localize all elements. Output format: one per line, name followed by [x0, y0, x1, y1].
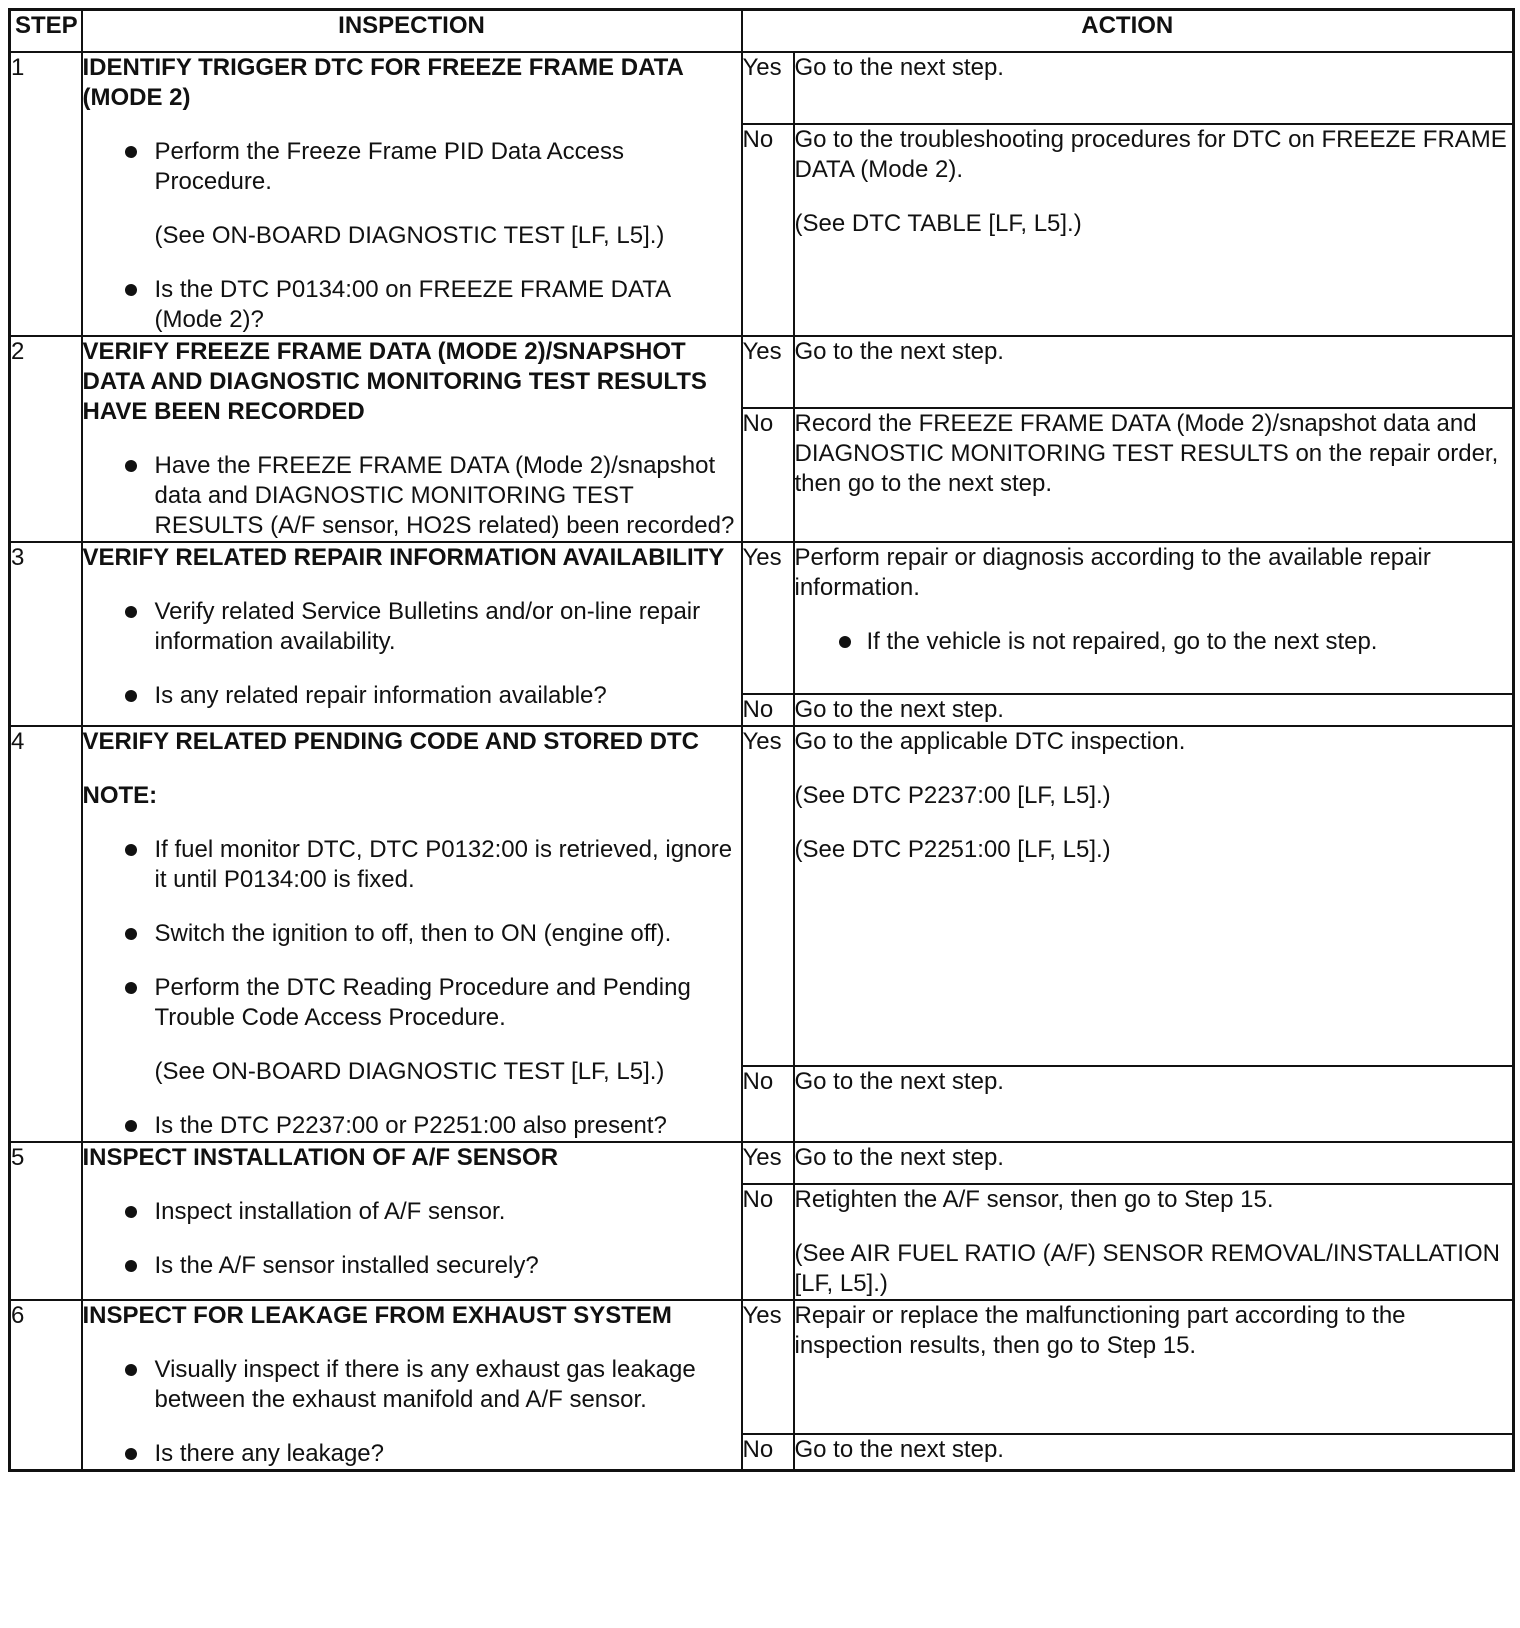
- step-title: VERIFY RELATED REPAIR INFORMATION AVAILABILITY: [82, 544, 725, 571]
- action-text: Perform repair or diagnosis according to the available repair information.: [794, 544, 1431, 601]
- action-text: Go to the next step.: [794, 1144, 1004, 1171]
- action-bullet: If the vehicle is not repaired, go to the next step.: [795, 627, 1513, 657]
- table-row-step-5-yes: [10, 1142, 1514, 1184]
- inspection-cell: [82, 52, 742, 336]
- action-text: Go to the next step.: [794, 1436, 1004, 1463]
- table-row-step-2-yes: [10, 336, 1514, 408]
- step-number: 2: [10, 336, 82, 542]
- table-row-step-3-yes: [10, 542, 1514, 694]
- inspection-bullet: Verify related Service Bulletins and/or on-line repair information availability.: [83, 597, 741, 657]
- step-number: 6: [10, 1300, 82, 1471]
- inspection-bullet: Is the DTC P0134:00 on FREEZE FRAME DATA (Mode 2)?: [83, 275, 741, 335]
- inspection-bullet: If fuel monitor DTC, DTC P0132:00 is retrieved, ignore it until P0134:00 is fixed.: [83, 835, 741, 895]
- step-title: IDENTIFY TRIGGER DTC FOR FREEZE FRAME DATA (MODE 2): [82, 54, 683, 111]
- inspection-bullet: Visually inspect if there is any exhaust gas leakage between the exhaust manifold and A/F sensor.: [83, 1355, 741, 1415]
- no-label: No: [742, 1434, 794, 1471]
- inspection-bullet: Is the A/F sensor installed securely?: [83, 1251, 741, 1281]
- inspection-cell: [82, 1300, 742, 1471]
- yes-label: Yes: [742, 336, 794, 408]
- no-action: [794, 1066, 1514, 1142]
- step-number: 4: [10, 726, 82, 1142]
- action-text: Go to the next step.: [794, 696, 1004, 723]
- yes-label: Yes: [742, 52, 794, 124]
- yes-label: Yes: [742, 1142, 794, 1184]
- diagnostic-table: [8, 8, 1515, 1472]
- step-number: 3: [10, 542, 82, 726]
- inspection-cell: [82, 336, 742, 542]
- step-title: VERIFY FREEZE FRAME DATA (MODE 2)/SNAPSHOT DATA AND DIAGNOSTIC MONITORING TEST RESULTS HAVE BEEN RECORDED: [82, 338, 707, 425]
- inspection-reference: (See ON-BOARD DIAGNOSTIC TEST [LF, L5].): [154, 1058, 665, 1085]
- inspection-bullet: Perform the DTC Reading Procedure and Pending Trouble Code Access Procedure.: [83, 973, 741, 1033]
- yes-action: [794, 1142, 1514, 1184]
- inspection-bullet: Is the DTC P2237:00 or P2251:00 also present?: [83, 1111, 741, 1141]
- no-action: [794, 124, 1514, 336]
- step-number: 5: [10, 1142, 82, 1300]
- no-label: No: [742, 1066, 794, 1142]
- table-row-step-4-yes: [10, 726, 1514, 1066]
- no-action: [794, 408, 1514, 542]
- no-action: [794, 694, 1514, 726]
- yes-label: Yes: [742, 1300, 794, 1434]
- action-reference: (See DTC TABLE [LF, L5].): [794, 210, 1082, 237]
- note-label: NOTE:: [82, 782, 158, 809]
- no-label: No: [742, 408, 794, 542]
- inspection-bullet: Inspect installation of A/F sensor.: [83, 1197, 741, 1227]
- yes-action: [794, 542, 1514, 694]
- step-title: INSPECT FOR LEAKAGE FROM EXHAUST SYSTEM: [82, 1302, 672, 1329]
- inspection-cell: [82, 542, 742, 726]
- inspection-bullet: Have the FREEZE FRAME DATA (Mode 2)/snapshot data and DIAGNOSTIC MONITORING TEST RESULTS (A/F sensor, HO2S related) been recorded?: [83, 451, 741, 541]
- step-title: INSPECT INSTALLATION OF A/F SENSOR: [82, 1144, 559, 1171]
- step-number: 1: [10, 52, 82, 336]
- action-text: Go to the next step.: [794, 338, 1004, 365]
- no-action: [794, 1184, 1514, 1300]
- action-text: Repair or replace the malfunctioning part according to the inspection results, then go to Step 15.: [794, 1302, 1406, 1359]
- action-text: Record the FREEZE FRAME DATA (Mode 2)/snapshot data and DIAGNOSTIC MONITORING TEST RESULTS on the repair order, then go to the next step.: [794, 410, 1499, 497]
- header-inspection: INSPECTION: [82, 10, 742, 53]
- inspection-bullet: Switch the ignition to off, then to ON (engine off).: [83, 919, 741, 949]
- table-row-step-1-yes: [10, 52, 1514, 124]
- table-header-row: [10, 10, 1514, 53]
- no-label: No: [742, 694, 794, 726]
- diagnostic-procedure-page: [8, 8, 1512, 1472]
- action-reference: (See DTC P2237:00 [LF, L5].): [794, 782, 1111, 809]
- yes-label: Yes: [742, 726, 794, 1066]
- action-text: Go to the troubleshooting procedures for DTC on FREEZE FRAME DATA (Mode 2).: [794, 126, 1507, 183]
- header-step: STEP: [10, 10, 82, 53]
- action-text: Go to the next step.: [794, 1068, 1004, 1095]
- action-text: Retighten the A/F sensor, then go to Step 15.: [794, 1186, 1274, 1213]
- header-action: ACTION: [742, 10, 1514, 53]
- inspection-cell: [82, 1142, 742, 1300]
- inspection-cell: [82, 726, 742, 1142]
- action-text: Go to the applicable DTC inspection.: [794, 728, 1186, 755]
- yes-action: [794, 336, 1514, 408]
- inspection-bullet: Is there any leakage?: [83, 1439, 741, 1469]
- no-label: No: [742, 1184, 794, 1300]
- inspection-bullet: Is any related repair information available?: [83, 681, 741, 711]
- yes-action: [794, 726, 1514, 1066]
- inspection-bullet: Perform the Freeze Frame PID Data Access Procedure.: [83, 137, 741, 197]
- yes-label: Yes: [742, 542, 794, 694]
- inspection-reference: (See ON-BOARD DIAGNOSTIC TEST [LF, L5].): [154, 222, 665, 249]
- action-reference: (See AIR FUEL RATIO (A/F) SENSOR REMOVAL/INSTALLATION [LF, L5].): [794, 1240, 1500, 1297]
- action-reference: (See DTC P2251:00 [LF, L5].): [794, 836, 1111, 863]
- no-action: [794, 1434, 1514, 1471]
- step-title: VERIFY RELATED PENDING CODE AND STORED DTC: [82, 728, 699, 755]
- yes-action: [794, 1300, 1514, 1434]
- yes-action: [794, 52, 1514, 124]
- table-row-step-6-yes: [10, 1300, 1514, 1434]
- action-text: Go to the next step.: [794, 54, 1004, 81]
- no-label: No: [742, 124, 794, 336]
